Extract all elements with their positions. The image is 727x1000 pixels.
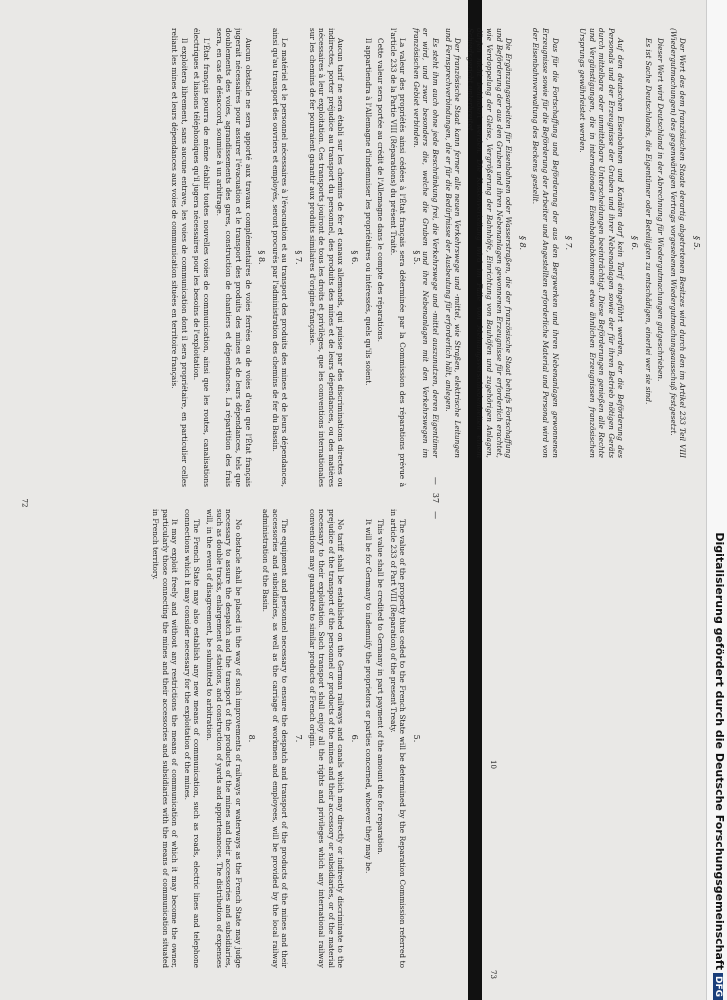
- paragraph: Das für die Fortschaffung und Beförderung der aus den Bergwerken und ihren Nebenanlagen gewonnenen Erzeugnisse sowie für die Beförderung der Arbeiter und Angestellten erforderliche Material und Personal wird von der Eisenbahnverwaltung des Beckens gestellt.: [531, 28, 560, 458]
- paragraph: It will be for Germany to indemnify the proprietors or parties concerned, whoever they may be.: [363, 519, 373, 874]
- paragraph: No tariff shall be established on the German railways and canals which may directly or indirectly discriminate to the prejudice of the transport of the personnel or products of the mines and their accessory or subsidiaries, or of the material necessary to their exploitation. Such transport shall enjoy all the rights and privileges which any international railway conventions may guarantee to similar products of French origin.: [307, 509, 346, 968]
- paragraph: The value of the property thus ceded to the French State will be determined by the Reparation Commission referred to in article 233 of Part VIII (Reparation) of the present Treaty.: [388, 509, 408, 968]
- german-column: [408, 28, 705, 458]
- section-title: § 8.: [517, 235, 527, 251]
- section-title: 8.: [247, 734, 257, 743]
- paragraph: Cette valeur sera portée au crédit de l'Allemagne dans le compte des réparations.: [376, 38, 386, 342]
- page-signature: 10: [489, 760, 497, 769]
- treaty-page-right: [411, 28, 720, 458]
- treaty-page-left: [20, 28, 440, 968]
- paragraph: Aucun obstacle ne sera apporté aux travaux complémentaires de voies ferrées ou de voies d'eau que l'État français jugerait nécessaires pour assurer l'évacuation et le transport des produits des mines et de leurs dépendances, tels que doublements des voies, agrandissements des gares, construction de chantiers et dépendances. La répartition des frais sera, en cas de désaccord, soumise à un arbitrage.: [214, 28, 253, 487]
- paragraph: Le matériel et le personnel nécessaires à l'évacuation et au transport des produits des mines et de leurs dépendances, ainsi qu'au transport des ouvriers et employés, seront procurés par l'administration des chemins de fer du Bassin.: [270, 28, 290, 487]
- paragraph: La valeur des propriétés ainsi cédées à l'État français sera déterminée par la Commission des réparations prévue à l'article 233 de la Partie VIII (Réparations) du présent Traité.: [388, 28, 408, 487]
- page-number-left: 72: [20, 498, 29, 508]
- section-title: 5.: [412, 734, 421, 743]
- paragraph: The French State may also establish any new means of communication, such as roads, electric lines and telephone connections which it may consider necessary for the exploitation of the mines.: [182, 509, 202, 968]
- paragraph: Der französische Staat kann ferner alle neuen Verkehrswege und -mittel, wie Straßen, elektrische Leitungen und Fernsprechverbindungen, die er für die Bedürfnisse der Ausbeutung für erforderlich hält, anlegen.: [443, 28, 463, 458]
- section-title: 7.: [293, 734, 303, 743]
- dfg-credit-text: Digitalisierung gefördert durch die Deutsche Forschungsgemeinschaft: [713, 532, 726, 970]
- section-title: § 6.: [349, 250, 359, 265]
- dfg-credit: [713, 0, 726, 1000]
- section-title: 6.: [349, 734, 359, 743]
- paragraph: No obstacle shall be placed in the way of such improvements of railways or waterways as the French State may judge necessary to assure the despatch and the transport of the products of the mines and their accessories and subsidiaries, such as double tracks, enlargement of stations, and construction of yards and appurtenances. The distribution of expenses will, in the event of disagreement, be submitted to arbitration.: [205, 509, 243, 968]
- french-column: [147, 28, 425, 487]
- header-dash: —: [431, 511, 440, 520]
- paragraph: Il appartiendra à l'Allemagne d'indemniser les propriétaires ou intéressés, quels qu'ils soient.: [363, 38, 373, 386]
- dfg-sidebar: [706, 0, 727, 1000]
- paragraph: Il exploitera librement, sans aucune entrave, les voies de communication dont il sera propriétaire, en particulier celles reliant les mines et leurs dépendances aux voies de communication situées en territoire français.: [170, 28, 189, 487]
- paragraph: This value shall be credited to Germany in part payment of the amount due for reparation.: [376, 519, 386, 855]
- paragraph: Es steht ihm auch ohne jede Beschränkung frei, die Verkehrswege und -mittel auszunutzen, deren Eigentümer er wird, und zwar besonders die, welche die Gruben und ihre Nebenanlagen mit den Verkehrswegen im französischen Gebiet verbinden.: [411, 28, 440, 458]
- paragraph: Dieser Wert wird Deutschland in der Abrechnung für Wiedergutmachungen gutgeschrieben.: [656, 38, 666, 382]
- paragraph: Auf den deutschen Eisenbahnen und Kanälen darf kein Tarif eingeführt werden, der die Beförderung des Personals und der Erzeugnisse der Gruben und ihrer Nebenanlagen sowie der für ihren Betrieb nötigen Geräts durch mittelbare oder unmittelbare Unterscheidungen beeinträchtigt. Diese Beförderungen genießen alle Rechte und Vergünstigungen, die in internationalen Eisenbahnabkommen etwa ähnlichen Erzeugnissen französischen Ursprungs gewährleistet werden.: [577, 28, 626, 458]
- section-title: § 7.: [293, 250, 303, 265]
- paragraph: The equipment and personnel necessary to ensure the despatch and transport of the products of the mines and their accessories and subsidiaries, as well as the carriage of workmen and employees, will be provided by the local railway administration of the Basin.: [261, 509, 290, 968]
- header-page-number: 37: [431, 492, 440, 504]
- section-title: § 6.: [629, 235, 639, 251]
- paragraph: Aucun tarif ne sera établi sur les chemins de fer et canaux allemands, qui puisse par des discriminations directes ou indirectes, porter préjudice au transport du personnel, des produits des mines et de leurs dépendances, ou des matières nécessaires à leur exploitation. Ces transports jouiront de tous les droits et privilèges, que les conventions internationales sur les chemins de fer pourraient garantir aux produits similaires d'origine française.: [307, 28, 346, 487]
- dfg-logo: DFG: [713, 973, 723, 1000]
- paragraph: Es ist Sache Deutschlands, die Eigentümer oder Beteiligten zu entschädigen, einerlei wer sie sind.: [643, 38, 653, 405]
- section-title: § 5.: [692, 235, 701, 251]
- paragraph: Der Wert des dem französischen Staate derartig abgetretenen Besitzes wird durch den im Artikel 233 Teil VIII (Wiedergutmachungen) des gegenwärtigen Vertrags vorgesehenen Wiedergutmachungsausschuß festgesetzt.: [668, 28, 688, 458]
- english-column: [147, 509, 425, 968]
- paragraph: Die Ergänzungsarbeiten für Eisenbahnen oder Wasserstraßen, die der französische Staat behufs Fortschaffung und Beförderung der aus den Gruben und ihren Nebenanlagen gewonnenen Erzeugnisse für erforderlich erachtet, wie Verdoppelung der Gleise, Vergrößerung der Bahnhöfe, Einrichtung von Bauhöfen und zugehörigen Anlagen, dürfen nicht behindert werden. Die Kostenverteilung wird im Falle von Meinungsverschiedenheiten einem Schiedsgericht unterbreitet.: [465, 28, 514, 458]
- section-title: § 5.: [412, 250, 421, 265]
- header-dash: —: [431, 476, 440, 485]
- page-number-right: 73: [489, 970, 497, 979]
- section-title: § 7.: [564, 235, 574, 251]
- section-title: § 8.: [257, 250, 267, 265]
- paragraph: L'État français pourra de même établir toutes nouvelles voies de communication, ainsi que les routes, canalisations électriques et liaisons téléphoniques qu'il jugera nécessaires pour les besoins de l'exploitation.: [192, 28, 212, 487]
- paragraph: It may exploit freely and without any restrictions the means of communication of which it may become the owner, particularly those connecting the mines and their accessories and subsidiaries with the means of communication situated in French territory.: [150, 509, 180, 968]
